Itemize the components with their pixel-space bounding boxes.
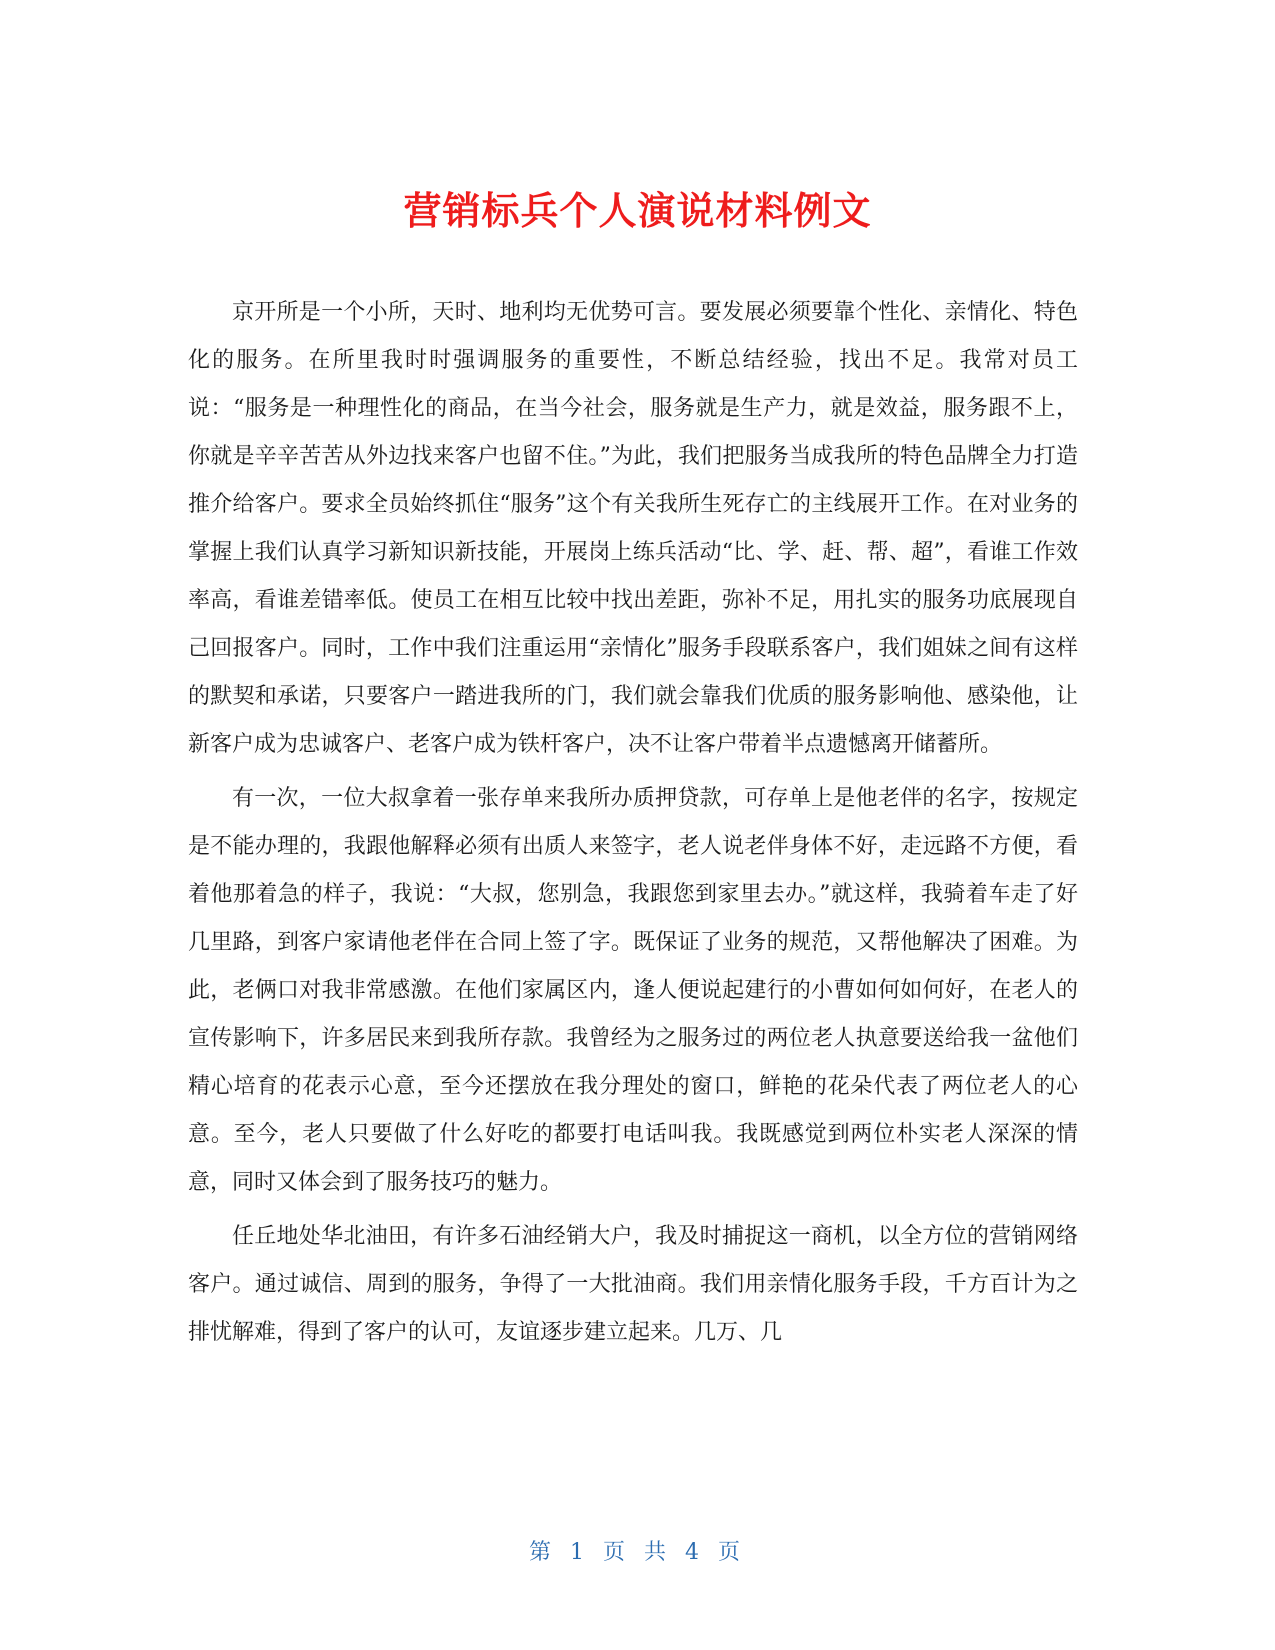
paragraph: 有一次，一位大叔拿着一张存单来我所办质押贷款，可存单上是他老伴的名字，按规定是不能办理的，我跟他解释必须有出质人来签字，老人说老伴身体不好，走远路不方便，看着他那着急的样子，我说：“大叔，您别急，我跟您到家里去办。”就这样，我骑着车走了好几里路，到客户家请他老伴在合同上签了字。既保证了业务的规范，又帮他解决了困难。为此，老俩口对我非常感激。在他们家属区内，逢人便说起建行的小曹如何如何好，在老人的宣传影响下，许多居民来到我所存款。我曾经为之服务过的两位老人执意要送给我一盆他们精心培育的花表示心意，至今还摆放在我分理处的窗口，鲜艳的花朵代表了两位老人的心意。至今，老人只要做了什么好吃的都要打电话叫我。我既感觉到两位朴实老人深深的情意，同时又体会到了服务技巧的魅力。 — [188, 786, 1078, 1195]
page-number-footer: 第 1 页 共 4 页 — [529, 1540, 746, 1565]
document-title: 营销标兵个人演说材料例文 — [403, 189, 872, 234]
paragraph: 任丘地处华北油田，有许多石油经销大户，我及时捕捉这一商机，以全方位的营销网络客户。通过诚信、周到的服务，争得了一大批油商。我们用亲情化服务手段，千方百计为之排忧解难，得到了客户的认可，友谊逐步建立起来。几万、几 — [188, 1224, 1078, 1345]
paragraph: 京开所是一个小所，天时、地利均无优势可言。要发展必须要靠个性化、亲情化、特色化的服务。在所里我时时强调服务的重要性，不断总结经验，找出不足。我常对员工说：“服务是一种理性化的商品，在当今社会，服务就是生产力，就是效益，服务跟不上，你就是辛辛苦苦从外边找来客户也留不住。”为此，我们把服务当成我所的特色品牌全力打造推介给客户。要求全员始终抓住“服务”这个有关我所生死存亡的主线展开工作。在对业务的掌握上我们认真学习新知识新技能，开展岗上练兵活动“比、学、赶、帮、超”，看谁工作效率高，看谁差错率低。使员工在相互比较中找出差距，弥补不足，用扎实的服务功底展现自己回报客户。同时，工作中我们注重运用“亲情化”服务手段联系客户，我们姐妹之间有这样的默契和承诺，只要客户一踏进我所的门，我们就会靠我们优质的服务影响他、感染他，让新客户成为忠诚客户、老客户成为铁杆客户，决不让客户带着半点遗憾离开储蓄所。 — [188, 300, 1078, 757]
document-body — [188, 289, 1078, 1363]
